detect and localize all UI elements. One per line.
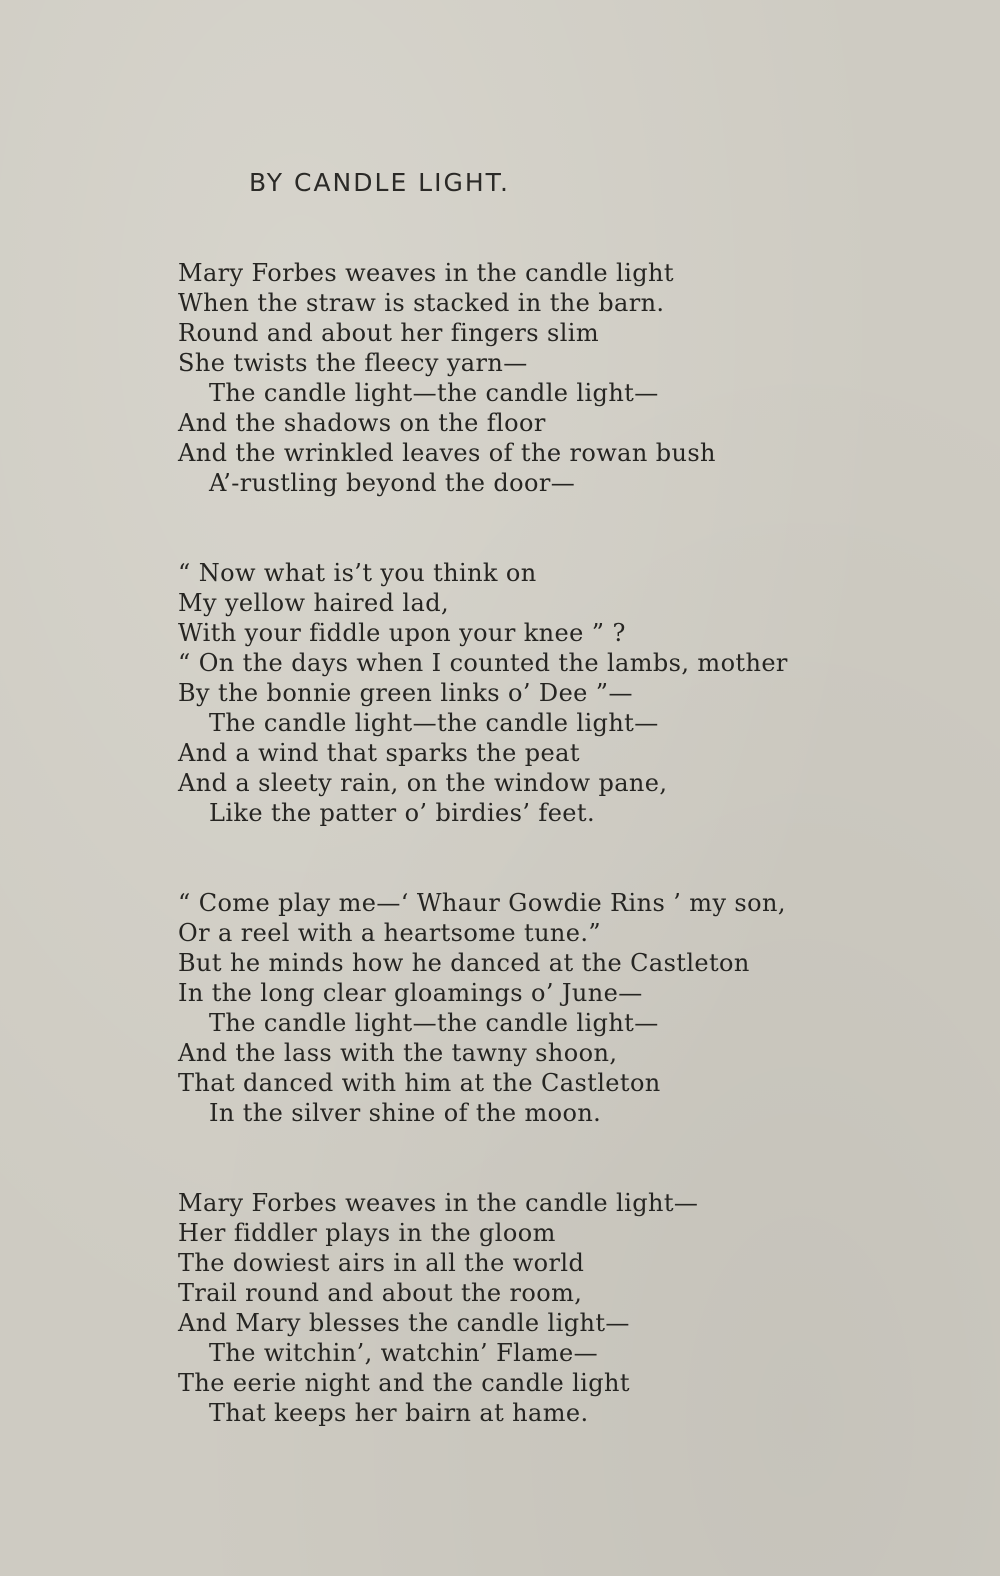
poem-line: And Mary blesses the candle light—: [178, 1309, 630, 1337]
poem-line: And the wrinkled leaves of the rowan bush: [178, 439, 716, 467]
poem-line: With your fiddle upon your knee ” ?: [178, 619, 626, 647]
poem-line: “ Now what is’t you think on: [178, 559, 537, 587]
stanza: [178, 888, 878, 1128]
poem-line: Mary Forbes weaves in the candle light—: [178, 1189, 699, 1217]
poem-line: My yellow haired lad,: [178, 589, 449, 617]
poem-line: The witchin’, watchin’ Flame—: [209, 1339, 599, 1367]
poem-line: In the long clear gloamings o’ June—: [178, 979, 643, 1007]
poem-line: The candle light—the candle light—: [209, 379, 659, 407]
poem-line: And a wind that sparks the peat: [178, 739, 580, 767]
poem-line: By the bonnie green links o’ Dee ”—: [178, 679, 633, 707]
stanza: [178, 258, 878, 498]
poem-body: [178, 258, 878, 1488]
poem-line: Or a reel with a heartsome tune.”: [178, 919, 602, 947]
poem-line: The candle light—the candle light—: [209, 709, 659, 737]
poem-line: And a sleety rain, on the window pane,: [178, 769, 668, 797]
poem-line: Like the patter o’ birdies’ feet.: [209, 799, 595, 827]
poem-line: “ Come play me—‘ Whaur Gowdie Rins ’ my son,: [178, 889, 786, 917]
poem-line: And the shadows on the floor: [178, 409, 546, 437]
poem-line: Her fiddler plays in the gloom: [178, 1219, 556, 1247]
poem-line: The candle light—the candle light—: [209, 1009, 659, 1037]
poem-line: She twists the fleecy yarn—: [178, 349, 528, 377]
poem-line: Mary Forbes weaves in the candle light: [178, 259, 674, 287]
stanza: [178, 558, 878, 828]
poem-line: But he minds how he danced at the Castleton: [178, 949, 750, 977]
poem-line: The dowiest airs in all the world: [178, 1249, 585, 1277]
poem-line: “ On the days when I counted the lambs, mother: [178, 649, 788, 677]
poem-line: And the lass with the tawny shoon,: [178, 1039, 618, 1067]
poem-line: That keeps her bairn at hame.: [209, 1399, 589, 1427]
stanza: [178, 1188, 878, 1428]
poem-line: The eerie night and the candle light: [178, 1369, 630, 1397]
poem-title: BY CANDLE LIGHT.: [249, 168, 510, 197]
poem-line: That danced with him at the Castleton: [178, 1069, 661, 1097]
poem-line: When the straw is stacked in the barn.: [178, 289, 665, 317]
poem-line: A’-rustling beyond the door—: [209, 469, 576, 497]
poem-line: Trail round and about the room,: [178, 1279, 583, 1307]
poem-line: In the silver shine of the moon.: [209, 1099, 602, 1127]
poem-line: Round and about her fingers slim: [178, 319, 600, 347]
